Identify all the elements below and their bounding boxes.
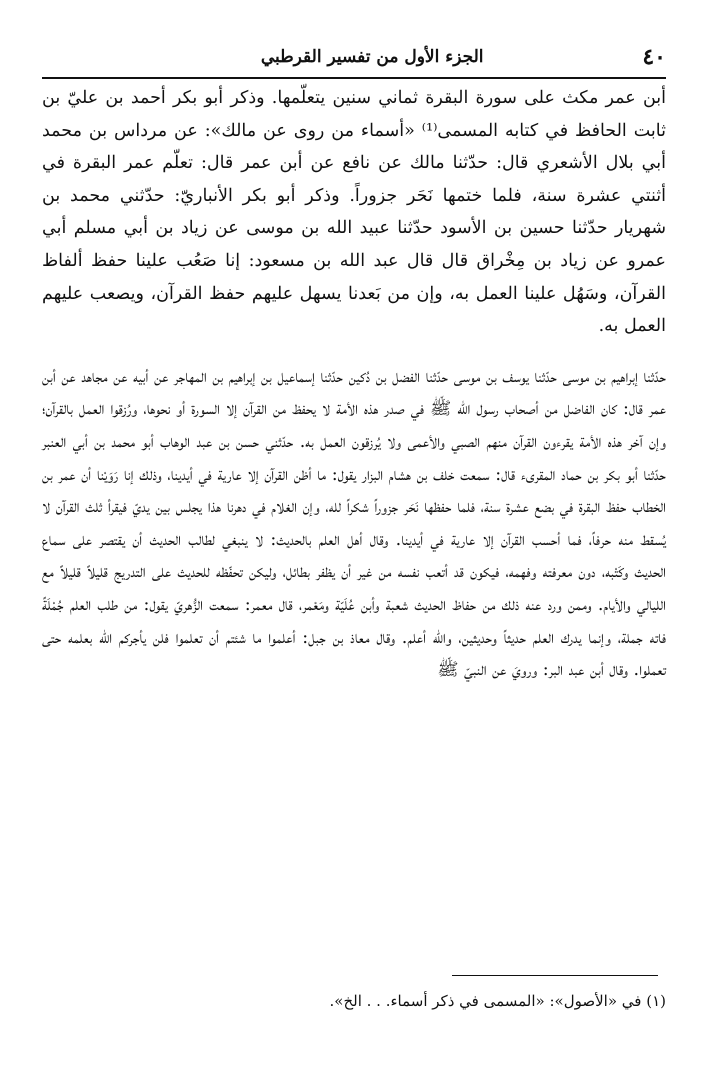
header-rule bbox=[42, 77, 666, 79]
page-number: ٤٠ bbox=[642, 44, 666, 70]
paragraph: حدّثنا إبراهيم بن موسى حدّثنا يوسف بن موسى حدّثنا الفضل بن دُكين حدّثنا إسماعيل بن إبراهيم بن المهاجر عن أبيه عن مجاهد عن أبن عمر قال: كان الفاضل من أصحاب رسول الله ﷺ في صدر هذه الأمة لا يحفظ من القرآن إلا السورة أو نحوها، ورُزقوا العمل بالقرآن؛ وإن آخر هذه الأمة يقرءون القرآن منهم الصبي والأعمى ولا يُرزقون العمل به. حدّثني حسن بن عبد الوهاب أبو محمد بن أبي العنبر حدّثنا أبو بكر بن حماد المقرىء قال: سمعت خلف بن هشام البزار يقول: ما أظن القرآن إلا عارية في أيدينا، وذلك إنا رَوَيْنا أن عمر بن الخطاب حفظ البقرة في بضع عشرة سنة، فلما حفظها نَحَر جزوراً شكراً لله، وإن الغلام في دهرنا هذا يجلس بين يديّ فيقرأ ثلث القرآن لا يُسقط منه حرفاً، فما أحسب القرآن إلا عارية في أيدينا. وقال أهل العلم بالحديث: لا ينبغي لطالب الحديث أن يقتصر على سماع الحديث وكَتْبه، دون معرفته وفهمه، فيكون قد أتعب نفسه من غير أن يظفر بطائل، وليكن تحفّظه للحديث على التدريج قليلاً قليلاً مع الليالي والأيام. وممن ورد عنه ذلك من حفاظ الحديث شعبة وأبن عُلَيّة ومَعْمر، قال معمر: سمعت الزُّهريّ يقول: من طلب العلم جُمْلَةً فاته جملة، وإنما يدرك العلم حديثاً وحديثين، والله أعلم. وقال معاذ بن جبل: أعلموا ما شئتم أن تعلموا فلن يأجركم الله بعلمه حتى تعملوا. وقال أبن عبد البر: ورويَ عن النبيّ ﷺ bbox=[42, 366, 666, 681]
footnote-rule bbox=[452, 975, 658, 976]
footnote: (١) في «الأصول»: «المسمى في ذكر أسماء. . . الخ». bbox=[329, 992, 666, 1010]
page-header bbox=[42, 40, 666, 74]
paragraph: أبن عمر مكث على سورة البقرة ثماني سنين يتعلّمها. وذكر أبو بكر أحمد بن عليّ بن ثابت الحافظ في كتابه المسمى⁽¹⁾ «أسماء من روى عن مالك»: عن مرداس بن محمد أبي بلال الأشعري قال: حدّثنا مالك عن نافع عن أبن عمر قال: تعلّم عمر البقرة في أثنتي عشرة سنة، فلما ختمها نَحَر جزوراً. وذكر أبو بكر الأنباريّ: حدّثني محمد بن شهريار حدّثنا حسين بن الأسود حدّثنا عبيد الله بن موسى عن زياد بن أبي مسلم أبي عمرو عن زياد بن مِخْراق قال قال عبد الله بن مسعود: إنا صَعُب علينا حفظ ألفاظ القرآن، وسَهُل علينا العمل به، وإن من بَعدنا يسهل عليهم حفظ القرآن، ويصعب عليهم العمل به. bbox=[42, 88, 666, 337]
running-title: الجزء الأول من تفسير القرطبي bbox=[260, 47, 484, 67]
body-text bbox=[42, 82, 666, 687]
